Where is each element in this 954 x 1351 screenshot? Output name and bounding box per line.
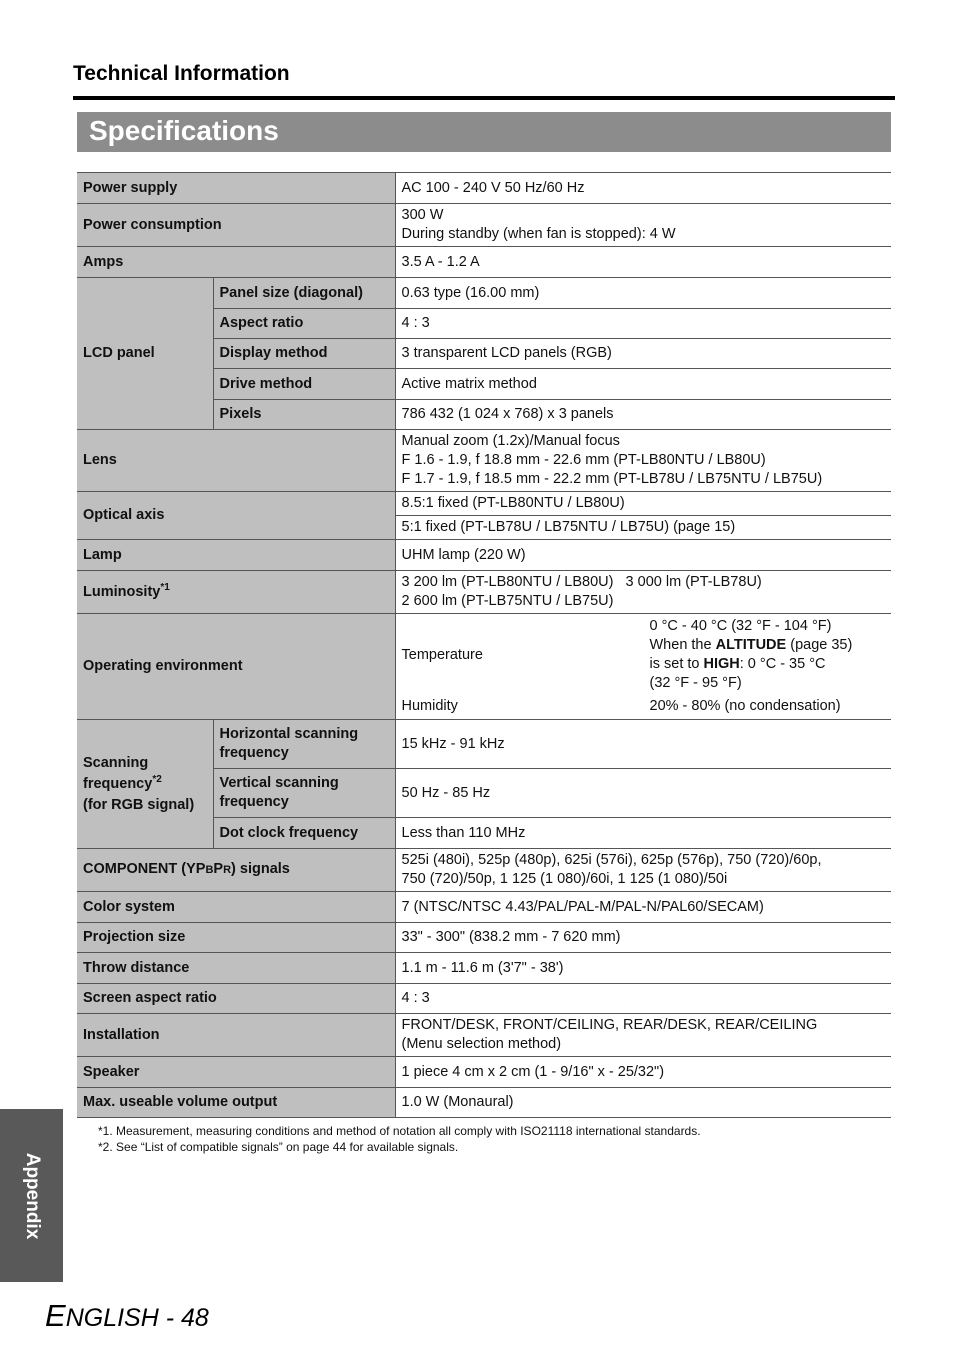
row-label: Power consumption: [77, 204, 395, 247]
value-line: When the ALTITUDE (page 35): [649, 637, 853, 653]
row-value: 0.63 type (16.00 mm): [395, 278, 891, 309]
sub-label: Aspect ratio: [213, 309, 395, 339]
table-row: [77, 204, 891, 247]
title-bar: [77, 112, 891, 152]
env-value: 20% - 80% (no condensation): [649, 698, 841, 714]
label-line: Scanning: [83, 754, 149, 771]
value-line: 0 °C - 40 °C (32 °F - 104 °F): [649, 618, 832, 634]
row-label: COMPONENT (YPBPR) signals: [77, 849, 395, 892]
table-row: [77, 571, 891, 614]
value-line: (Menu selection method): [401, 1036, 562, 1052]
env-value: [650, 617, 886, 693]
row-value: 1.1 m - 11.6 m (3'7" - 38'): [395, 953, 891, 984]
row-label: Amps: [77, 247, 395, 278]
table-row: [77, 923, 891, 953]
footnote-ref: *2: [152, 773, 162, 785]
row-label: Power supply: [77, 173, 395, 204]
value-line: (32 °F - 95 °F): [649, 675, 742, 691]
table-row: [77, 1057, 891, 1088]
sub-label: Vertical scanning frequency: [213, 769, 395, 818]
row-value: [395, 1014, 891, 1057]
env-label: Temperature: [401, 646, 483, 663]
sub-label: Drive method: [213, 369, 395, 400]
table-row: [77, 1088, 891, 1118]
footnote-1: *1. Measurement, measuring conditions and method of notation all comply with ISO21118 international standards.: [98, 1124, 701, 1138]
label-line: frequency$^{*2}$: [83, 773, 162, 792]
footnote-ref: *1: [160, 581, 170, 593]
row-label: Lamp: [77, 540, 395, 571]
heading-rule: [73, 96, 895, 100]
value-line: F 1.7 - 1.9, f 18.5 mm - 22.2 mm (PT-LB78U / LB75NTU / LB75U): [401, 471, 823, 487]
row-value: 15 kHz - 91 kHz: [395, 720, 891, 769]
appendix-label: Appendix: [21, 1152, 43, 1239]
value-line: 300 W: [401, 207, 444, 223]
row-value: 33" - 300" (838.2 mm - 7 620 mm): [395, 923, 891, 953]
row-value: 50 Hz - 85 Hz: [395, 769, 891, 818]
row-value: Less than 110 MHz: [395, 818, 891, 849]
row-value: [395, 571, 891, 614]
row-value: 4 : 3: [395, 984, 891, 1014]
table-row: [77, 849, 891, 892]
value-text: 3 000 lm (PT-LB78U): [625, 574, 762, 590]
row-value: AC 100 - 240 V 50 Hz/60 Hz: [395, 173, 891, 204]
row-value: [395, 614, 891, 720]
row-value: Active matrix method: [395, 369, 891, 400]
row-value: 4 : 3: [395, 309, 891, 339]
sub-label: Display method: [213, 339, 395, 369]
row-label: Optical axis: [77, 492, 395, 540]
value-line: F 1.6 - 1.9, f 18.8 mm - 22.6 mm (PT-LB80NTU / LB80U): [401, 452, 766, 468]
table-row: [77, 984, 891, 1014]
sub-label: Pixels: [213, 400, 395, 430]
sub-label: Dot clock frequency: [213, 818, 395, 849]
row-label: Lens: [77, 430, 395, 492]
value-line: [402, 573, 886, 592]
sub-label: Panel size (diagonal): [213, 278, 395, 309]
row-label: Max. useable volume output: [77, 1088, 395, 1118]
row-label: Color system: [77, 892, 395, 923]
table-row: [77, 278, 891, 309]
row-label: Operating environment: [77, 614, 395, 720]
value-line: is set to HIGH: 0 °C - 35 °C: [649, 656, 826, 672]
row-value: 5:1 fixed (PT-LB78U / LB75NTU / LB75U) (page 15): [395, 516, 891, 540]
specifications-table: [77, 172, 891, 1118]
table-row: [77, 720, 891, 769]
table-row: [77, 430, 891, 492]
value-line: FRONT/DESK, FRONT/CEILING, REAR/DESK, REAR/CEILING: [401, 1017, 818, 1033]
appendix-tab: [0, 1109, 63, 1282]
row-value: 1.0 W (Monaural): [395, 1088, 891, 1118]
value-line: During standby (when fan is stopped): 4 W: [401, 226, 676, 242]
table-row: [77, 173, 891, 204]
row-label: Screen aspect ratio: [77, 984, 395, 1014]
value-line: 525i (480i), 525p (480p), 625i (576i), 625p (576p), 750 (720)/60p,: [401, 852, 822, 868]
value-line: 2 600 lm (PT-LB75NTU / LB75U): [401, 593, 614, 609]
row-label: Installation: [77, 1014, 395, 1057]
row-label: Throw distance: [77, 953, 395, 984]
row-value: 8.5:1 fixed (PT-LB80NTU / LB80U): [395, 492, 891, 516]
value-line: 750 (720)/50p, 1 125 (1 080)/60i, 1 125 (1 080)/50i: [401, 871, 728, 887]
environment-table: [402, 617, 886, 716]
footnote-2: *2. See “List of compatible signals” on page 44 for available signals.: [98, 1140, 459, 1154]
footnotes: [98, 1123, 701, 1155]
section-heading: Technical Information: [73, 62, 290, 85]
row-label: Projection size: [77, 923, 395, 953]
row-value: [395, 204, 891, 247]
page-title: Specifications: [89, 115, 279, 146]
row-value: [395, 849, 891, 892]
env-label: Humidity: [401, 698, 458, 714]
table-row: [77, 540, 891, 571]
sub-label: Horizontal scanning frequency: [213, 720, 395, 769]
table-row: [77, 492, 891, 516]
table-row: [77, 1014, 891, 1057]
row-label: [77, 571, 395, 614]
row-value: 3.5 A - 1.2 A: [395, 247, 891, 278]
row-value: 7 (NTSC/NTSC 4.43/PAL/PAL-M/PAL-N/PAL60/SECAM): [395, 892, 891, 923]
row-label: LCD panel: [77, 278, 213, 430]
value-text: 3 200 lm (PT-LB80NTU / LB80U): [401, 574, 614, 590]
row-value: 3 transparent LCD panels (RGB): [395, 339, 891, 369]
table-row: [77, 953, 891, 984]
table-row: [77, 247, 891, 278]
row-value: 1 piece 4 cm x 2 cm (1 - 9/16" x - 25/32"): [395, 1057, 891, 1088]
label-text: Luminosity: [83, 583, 161, 600]
table-row: [77, 614, 891, 720]
row-label: Speaker: [77, 1057, 395, 1088]
row-value: 786 432 (1 024 x 768) x 3 panels: [395, 400, 891, 430]
value-line: Manual zoom (1.2x)/Manual focus: [401, 433, 620, 449]
label-line: (for RGB signal): [83, 796, 195, 813]
row-label: [77, 720, 213, 849]
row-value: [395, 430, 891, 492]
table-row: [77, 892, 891, 923]
row-value: UHM lamp (220 W): [395, 540, 891, 571]
page-number: ENGLISH - 48: [45, 1298, 209, 1333]
